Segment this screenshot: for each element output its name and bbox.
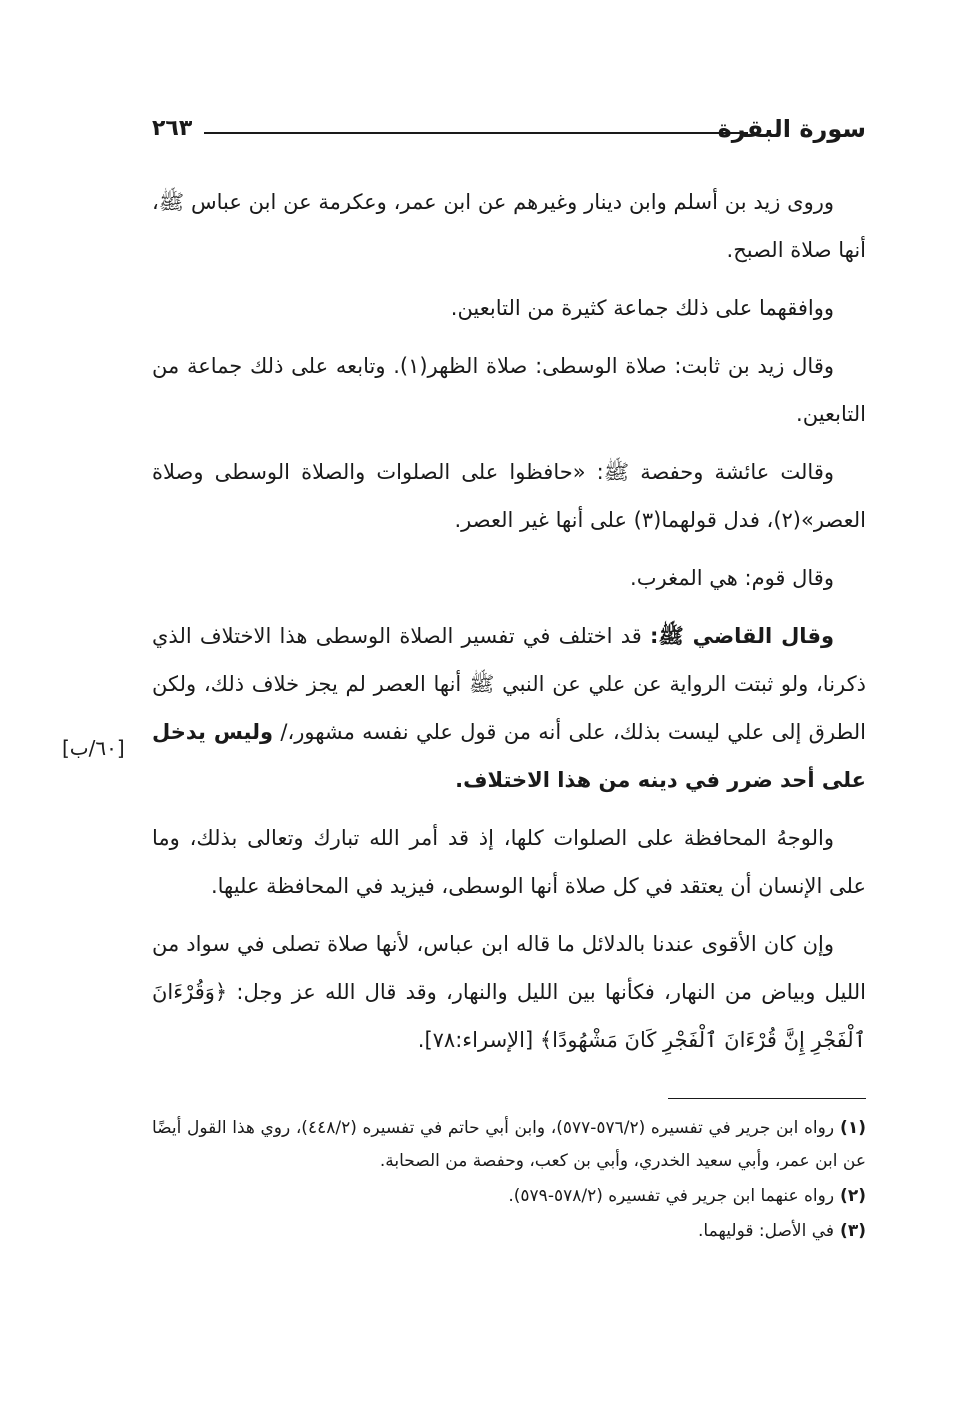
footnote-number: (١) — [840, 1118, 866, 1138]
footnote-number: (٣) — [840, 1221, 866, 1241]
footnotes — [152, 1112, 866, 1250]
page-number: ٢٦٣ — [152, 116, 193, 141]
main-text — [152, 178, 866, 1074]
paragraph: وقالت عائشة وحفصة ﷺ: «حافظوا على الصلوات والصلاة الوسطى وصلاة العصر»(٢)، فدل قولهما(٣) على أنها غير العصر. — [152, 460, 866, 532]
surah-title: سورة البقرة — [717, 115, 866, 143]
paragraph: وقال قوم: هي المغرب. — [630, 566, 834, 590]
margin-folio-note: [٦٠/ب] — [62, 736, 125, 760]
footnote-text: رواه عنهما ابن جرير في تفسيره (٥٧٨/٢-٥٧٩). — [508, 1186, 835, 1206]
footnote — [152, 1215, 866, 1248]
footnote — [152, 1180, 866, 1213]
paragraph-lead: وقال القاضي ﷺ: — [649, 624, 834, 648]
footnote-text: رواه ابن جرير في تفسيره (٥٧٦/٢-٥٧٧)، وابن أبي حاتم في تفسيره (٤٤٨/٢)، روي هذا القول أيضًا عن ابن عمر، وأبي سعيد الخدري، وأبي بن كعب، وحفصة من الصحابة. — [152, 1118, 866, 1171]
paragraph — [152, 612, 866, 804]
running-header — [152, 112, 866, 152]
paragraph: والوجهُ المحافظة على الصلوات كلها، إذ قد أمر الله تبارك وتعالى بذلك، وما على الإنسان أن يعتقد في كل صلاة أنها الوسطى، فيزيد في المحافظة عليها. — [152, 826, 866, 898]
footnote-number: (٢) — [840, 1186, 866, 1206]
paragraph: ووافقهما على ذلك جماعة كثيرة من التابعين. — [450, 296, 834, 320]
header-rule — [204, 132, 748, 134]
paragraph: وقال زيد بن ثابت: صلاة الوسطى: صلاة الظهر(١). وتابعه على ذلك جماعة من التابعين. — [152, 354, 866, 426]
footnote-separator — [668, 1098, 866, 1099]
paragraph-bold-tail: وليس يدخل على أحد ضرر في دينه من هذا الاختلاف. — [152, 720, 866, 792]
paragraph-body: قد اختلف في تفسير الصلاة الوسطى هذا الاختلاف الذي ذكرنا، ولو ثبتت الرواية عن علي عن النبي ﷺ أنها العصر لم يجز خلاف ذلك، ولكن الطرق إلى علي ليست بذلك، على أنه من قول علي نفسه مشهور،/ — [152, 624, 866, 744]
footnote — [152, 1112, 866, 1178]
footnote-text: في الأصل: قوليهما. — [698, 1221, 835, 1241]
paragraph: وروى زيد بن أسلم وابن دينار وغيرهم عن ابن عمر، وعكرمة عن ابن عباس ﷺ، أنها صلاة الصبح. — [152, 190, 866, 262]
paragraph: وإن كان الأقوى عندنا بالدلائل ما قاله ابن عباس، لأنها صلاة تصلى في سواد من الليل وبياض من النهار، فكأنها بين الليل والنهار، وقد قال الله عز وجل: ﴿وَقُرْءَانَ ٱلْفَجْرِ إِنَّ قُرْءَانَ ٱلْفَجْرِ كَانَ مَشْهُودًا﴾ [الإسراء:٧٨]. — [152, 932, 866, 1052]
